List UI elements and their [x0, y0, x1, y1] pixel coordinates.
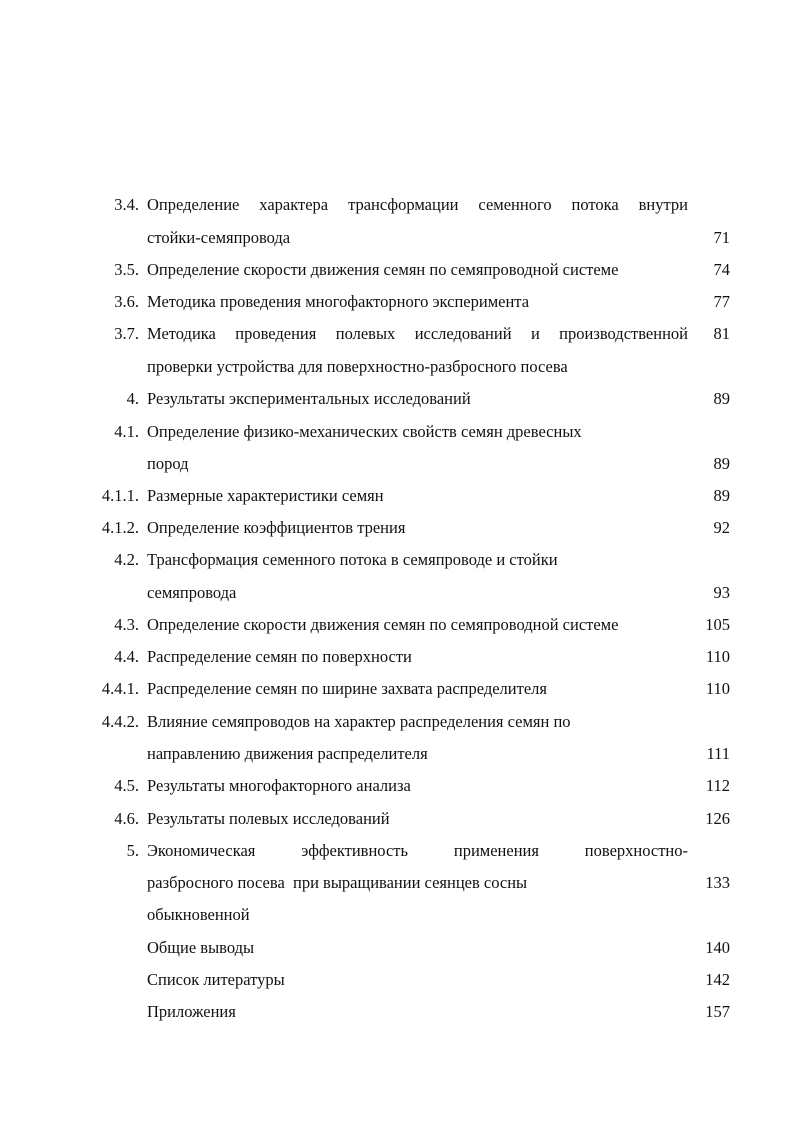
toc-page: 89 [713, 389, 730, 408]
toc-number: 4.1.1. [101, 486, 139, 505]
toc-title: Результаты полевых исследований [147, 809, 390, 828]
toc-title: Определение скорости движения семян по семяпроводной системе [147, 260, 619, 279]
toc-number: 4.5. [114, 776, 139, 795]
toc-title: Результаты многофакторного анализа [147, 776, 411, 795]
toc-page: 81 [713, 324, 730, 343]
toc-number: 3.5. [114, 260, 139, 279]
toc-page: 93 [713, 583, 730, 602]
toc-page: 111 [706, 744, 730, 763]
toc-title: Приложения [147, 1002, 236, 1021]
toc-title: Список литературы [147, 970, 285, 989]
toc-title: Определение характера трансформации семенного потока внутри [147, 195, 688, 214]
toc-title: направлению движения распределителя [147, 744, 428, 763]
toc-title: стойки-семяпровода [147, 228, 291, 247]
toc-title: Размерные характеристики семян [147, 486, 384, 505]
toc-page: 105 [705, 615, 730, 634]
toc-page: 112 [705, 776, 730, 795]
toc-title: Трансформация семенного потока в семяпроводе и стойки [147, 550, 558, 569]
toc-number: 4.4. [114, 647, 139, 666]
toc-number: 3.6. [114, 292, 139, 311]
toc-title: Методика проведения полевых исследований и производственной [147, 324, 688, 343]
toc-title: разбросного посева при выращивании сеянцев сосны [147, 873, 528, 892]
toc-page: 71 [713, 228, 730, 247]
toc-page: 110 [705, 679, 730, 698]
toc-number: 3.7. [114, 324, 139, 343]
toc-page: 74 [713, 260, 730, 279]
toc-title: Влияние семяпроводов на характер распределения семян по [147, 712, 571, 731]
toc-title: обыкновенной [147, 905, 250, 924]
toc-page: 89 [713, 454, 730, 473]
toc-number: 3.4. [114, 195, 139, 214]
toc-number: 4.3. [114, 615, 139, 634]
toc-number: 4. [126, 389, 139, 408]
toc-title: проверки устройства для поверхностно-разбросного посева [147, 357, 568, 376]
toc-title: пород [147, 454, 189, 473]
toc-title: Определение коэффициентов трения [147, 518, 406, 537]
toc-page: 157 [705, 1002, 730, 1021]
toc-number: 5. [126, 841, 139, 860]
toc-number: 4.4.2. [101, 712, 139, 731]
toc-title: Определение скорости движения семян по семяпроводной системе [147, 615, 619, 634]
toc-title: Результаты экспериментальных исследований [147, 389, 471, 408]
toc-title: Распределение семян по ширине захвата распределителя [147, 679, 547, 698]
toc-number: 4.6. [114, 809, 139, 828]
toc-page: 77 [713, 292, 730, 311]
toc-title: Методика проведения многофакторного эксперимента [147, 292, 530, 311]
toc-page: 110 [705, 647, 730, 666]
toc-title: Общие выводы [147, 938, 255, 957]
toc-page: 92 [713, 518, 730, 537]
toc-page: 133 [705, 873, 730, 892]
toc-title: Определение физико-механических свойств семян древесных [147, 422, 582, 441]
toc-number: 4.4.1. [101, 679, 139, 698]
toc-page: 89 [713, 486, 730, 505]
toc-title: Экономическая эффективность применения поверхностно- [147, 841, 688, 860]
toc-page: 126 [705, 809, 730, 828]
toc-title: семяпровода [147, 583, 237, 602]
toc-number: 4.1.2. [101, 518, 139, 537]
toc-title: Распределение семян по поверхности [147, 647, 412, 666]
toc-page: 140 [705, 938, 730, 957]
toc-page: 142 [705, 970, 730, 989]
toc-number: 4.2. [114, 550, 139, 569]
toc-number: 4.1. [114, 422, 139, 441]
